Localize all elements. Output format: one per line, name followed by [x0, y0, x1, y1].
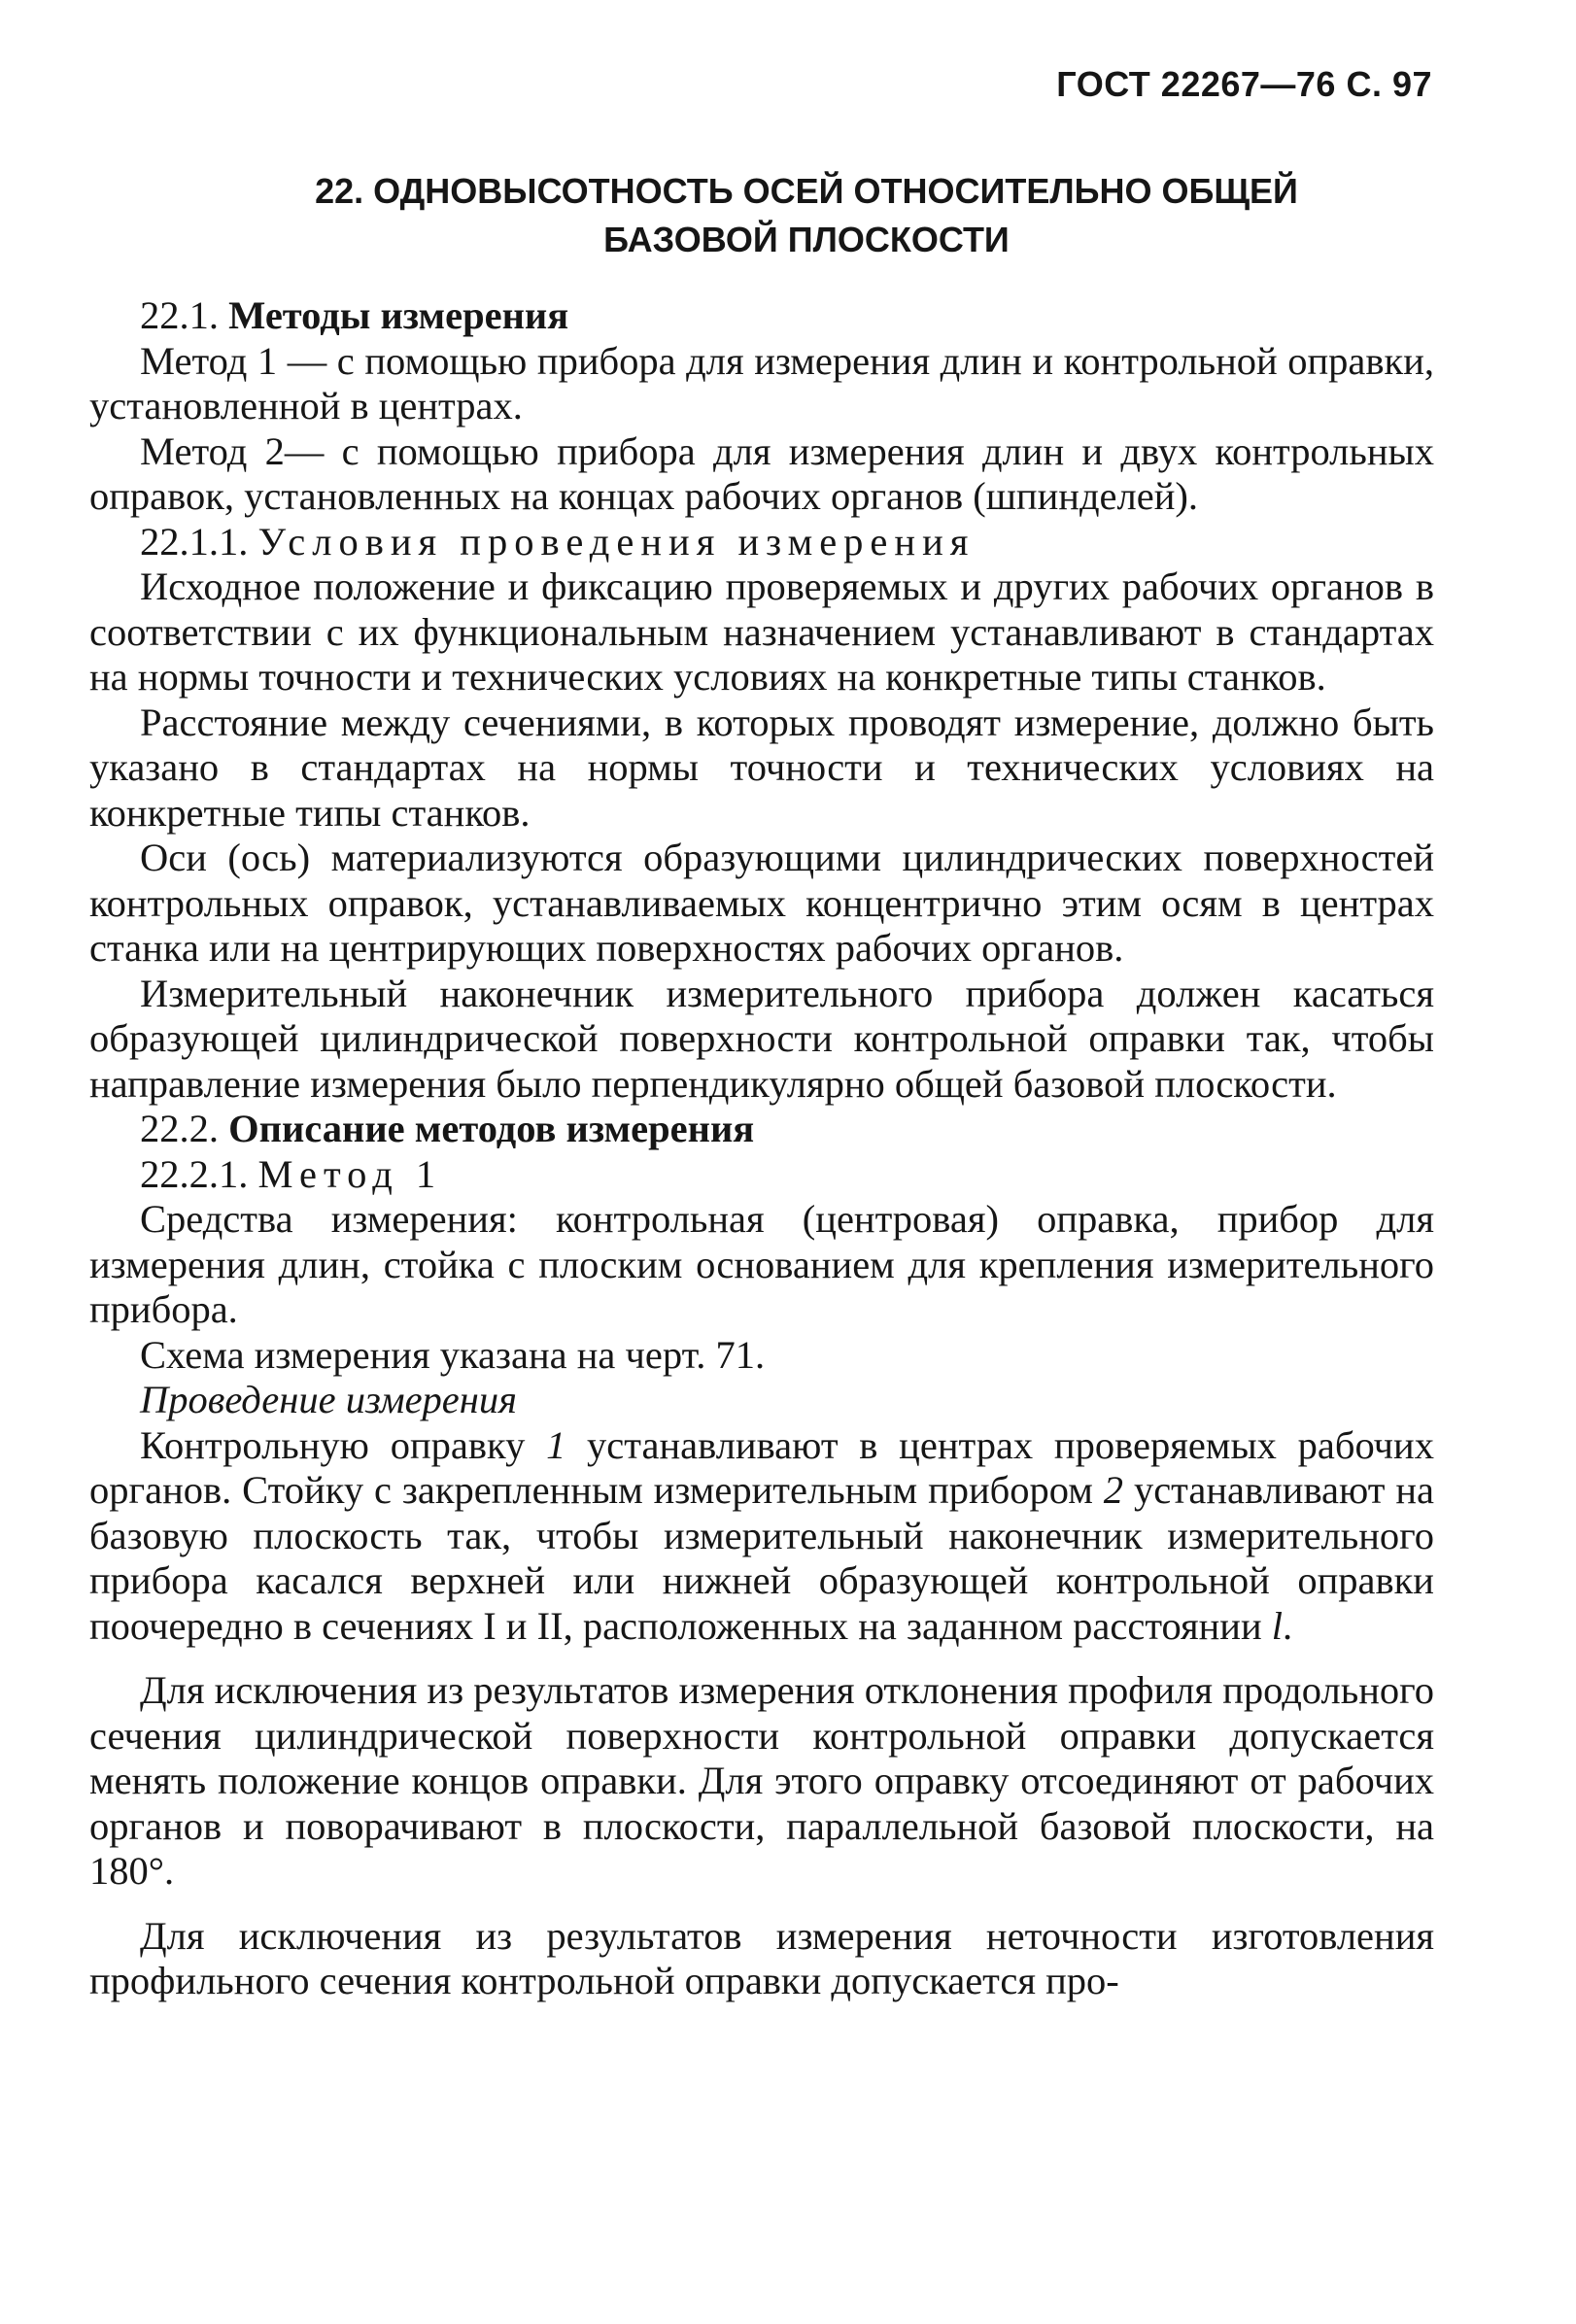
text-run: устанавливают на базовую плоскость так, чтобы измерительный наконечник измерительного прибора касался верхней или нижней образующей контрольной оправки поочередно в сечениях I и II, расположенных на заданном расстоянии — [89, 1468, 1435, 1648]
paragraph-manufacturing-exclusion: Для исключения из результатов измерения неточности изготовления профильного сечения контрольной оправки допускается про- — [89, 1913, 1434, 2002]
subsection-number: 22.2. — [140, 1107, 219, 1150]
subheading-procedure — [89, 1378, 1434, 1423]
distance-symbol: l — [1271, 1603, 1284, 1648]
paragraph-axes: Оси (ось) материализуются образующими цилиндрических поверхностей контрольных оправок, устанавливаемых концентрично этим осям в центрах станка или на центрирующих поверхностях рабочих органов. — [89, 836, 1434, 970]
subsection-title: Описание методов измерения — [228, 1107, 755, 1150]
paragraph-initial-position: Исходное положение и фиксацию проверяемых и других рабочих органов в соответствии с их функциональным назначением устанавливают в стандартах на нормы точности и технических условиях на конкретные типы станков. — [89, 564, 1434, 699]
page-header: ГОСТ 22267—76 С. 97 — [1056, 64, 1432, 104]
subsection-heading-22-1 — [89, 293, 1434, 339]
subsection-number: 22.1.1. — [140, 519, 249, 564]
paragraph-section-distance: Расстояние между сечениями, в которых проводят измерение, должно быть указано в стандартах на нормы точности и технических условиях на конкретные типы станков. — [89, 700, 1434, 835]
item-number: 2 — [1103, 1468, 1124, 1512]
paragraph-measuring-tip: Измерительный наконечник измерительного прибора должен касаться образующей цилиндрической поверхности контрольной оправки так, чтобы направление измерения было перпендикулярно общей базовой плоскости. — [89, 971, 1434, 1106]
subheading-text: Проведение измерения — [140, 1378, 517, 1421]
paragraph-instruments: Средства измерения: контрольная (центровая) оправка, прибор для измерения длин, стойка с плоским основанием для крепления измерительного прибора. — [89, 1197, 1434, 1331]
subsection-heading-22-1-1 — [89, 520, 1434, 565]
subsection-title: Методы измерения — [228, 293, 569, 337]
text-run: . — [1283, 1603, 1293, 1648]
item-number: 1 — [546, 1422, 566, 1467]
method-2-paragraph: Метод 2— с помощью прибора для измерения длин и двух контрольных оправок, установленных на концах рабочих органов (шпинделей). — [89, 428, 1434, 518]
text-run: устанавливают в центрах проверяемых рабочих органов. Стойку с закрепленным измерительным прибором — [89, 1422, 1434, 1512]
paragraph-scheme-reference: Схема измерения указана на черт. 71. — [140, 1332, 766, 1377]
paragraph-profile-exclusion: Для исключения из результатов измерения отклонения профиля продольного сечения цилиндрической поверхности контрольной оправки допускается менять положение концов оправки. Для этого оправку отсоединяют от рабочих органов и поворачивают в плоскости, параллельной базовой плоскости, на 180°. — [89, 1668, 1434, 1893]
paragraph-procedure — [89, 1423, 1434, 1650]
subsection-heading-22-2 — [89, 1107, 1434, 1152]
subsection-number: 22.1. — [140, 293, 219, 337]
method-1-paragraph: Метод 1 — с помощью прибора для измерения длин и контрольной оправки, установленной в центрах. — [89, 338, 1434, 427]
document-body — [89, 293, 1434, 2004]
subsection-heading-22-2-1 — [89, 1152, 1434, 1198]
subsection-title: Метод 1 — [257, 1151, 443, 1196]
subsection-title: Условия проведения измерения — [257, 519, 976, 564]
section-title — [146, 167, 1467, 264]
text-run: Контрольную оправку — [140, 1422, 547, 1467]
section-title-line-2: БАЗОВОЙ ПЛОСКОСТИ — [603, 220, 1010, 259]
section-title-line-1: 22. ОДНОВЫСОТНОСТЬ ОСЕЙ ОТНОСИТЕЛЬНО ОБЩЕЙ — [315, 171, 1298, 211]
subsection-number: 22.2.1. — [140, 1151, 249, 1196]
